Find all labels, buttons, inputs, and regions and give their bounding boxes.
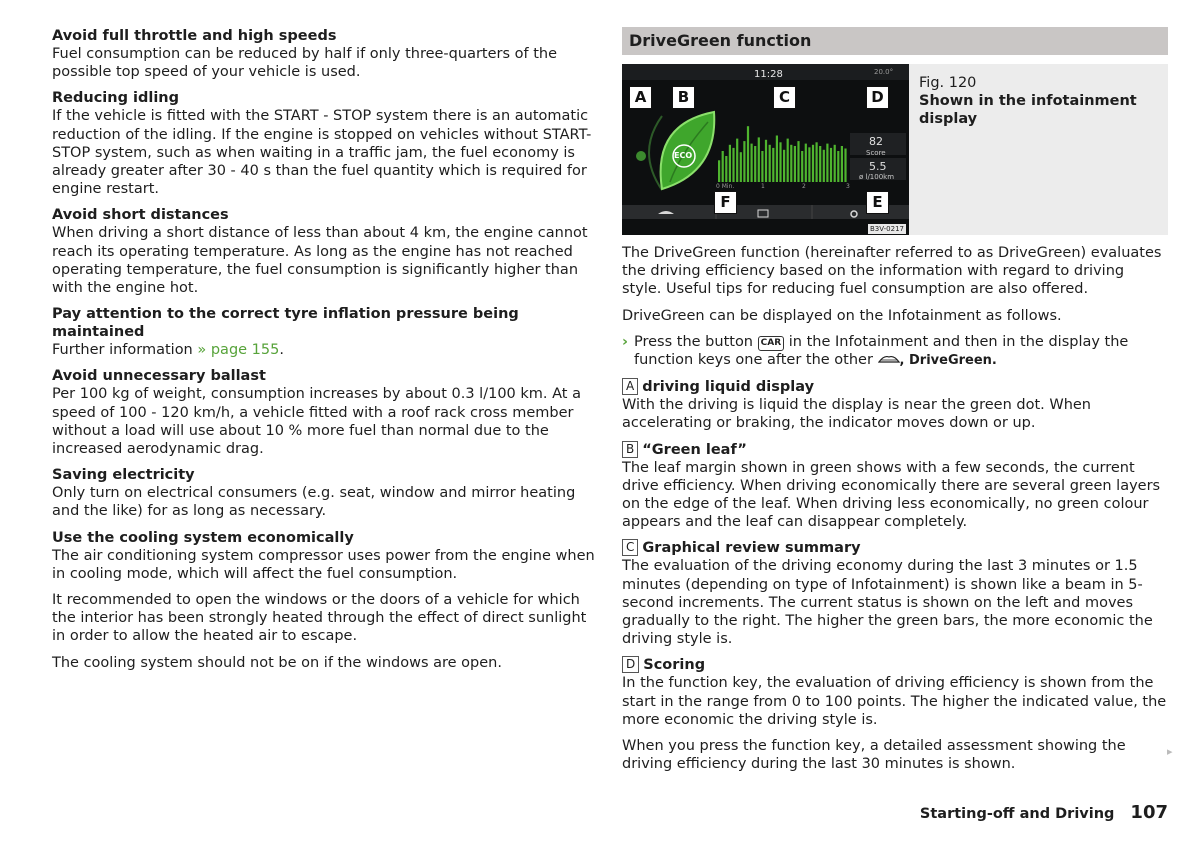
callout-b: B [672, 86, 695, 109]
further-info [52, 341, 600, 359]
review-bar [794, 146, 796, 182]
section-text: When driving a short distance of less than about 4 km, the engine cannot reach its operating temperature. As long as the engine has not reached operating temperature, the fuel consumption is significantly higher than with the engine hot. [52, 225, 588, 297]
review-bar [761, 151, 763, 182]
item-title: Scoring [643, 657, 706, 674]
review-bar [751, 144, 753, 182]
item-label-a: A [622, 378, 638, 395]
review-bar [823, 150, 825, 182]
item-text: When you press the function key, a detailed assessment showing the driving efficiency during the last 30 minutes is shown. [622, 738, 1126, 773]
section-cooling [52, 529, 600, 672]
section-ballast [52, 367, 600, 458]
section-header-drivegreen: DriveGreen function [622, 27, 1168, 55]
figure-120 [622, 64, 1168, 235]
score-label: Score [866, 149, 886, 157]
review-bar [718, 160, 720, 182]
section-title: Avoid unnecessary ballast [52, 368, 266, 385]
car-function-icon [878, 354, 900, 364]
review-bar [747, 126, 749, 182]
page-155-link[interactable]: » page 155 [197, 342, 280, 359]
left-column [52, 27, 600, 680]
page-footer [920, 802, 1168, 823]
step-middle: in the Infotainment and then in the display the function keys one after the other [634, 333, 1129, 369]
item-text: The leaf margin shown in green shows with a few seconds, the current drive efficiency. When driving economically there are several green layers on the edge of the leaf. When driving less economically, no green colour appears and the leaf can disappear completely. [622, 459, 1161, 531]
consumption-label: ø l/100km [859, 173, 895, 181]
axis-label: 0 Min. [716, 183, 735, 190]
review-bar [830, 148, 832, 182]
review-bar [732, 148, 734, 182]
callout-e: E [866, 191, 889, 214]
section-text: Only turn on electrical consumers (e.g. seat, window and mirror heating and the like) for as long as necessary. [52, 485, 576, 520]
further-info-suffix: . [279, 342, 284, 359]
item-label-c: C [622, 539, 638, 556]
callout-f: F [714, 191, 737, 214]
section-title: Saving electricity [52, 467, 195, 484]
section-tyre-pressure [52, 305, 600, 359]
review-bar [740, 152, 742, 182]
review-bar [779, 142, 781, 182]
section-electricity [52, 466, 600, 520]
review-bar [769, 145, 771, 182]
section-idling [52, 89, 600, 198]
section-text: If the vehicle is fitted with the START - STOP system there is an automatic reduction of the idling. If the engine is stopped on vehicles without START-STOP system, such as when waiting in a traffic jam, the fuel economy is already greater after 30 - 40 s than the fuel quantity which is required for engine restart. [52, 108, 592, 198]
review-bar [834, 145, 836, 182]
review-bar [826, 144, 828, 182]
display-note: DriveGreen can be displayed on the Infotainment as follows. [622, 307, 1062, 324]
review-bar [801, 151, 803, 182]
review-bar [812, 145, 814, 182]
step-text [634, 333, 1168, 370]
review-bar [844, 149, 846, 183]
footer-section-title: Starting-off and Driving [919, 806, 1115, 822]
item-text: In the function key, the evaluation of driving efficiency is shown from the start in the range from 0 to 100 points. The higher the indicated value, the more economic the driving style is. [622, 675, 1167, 728]
further-info-prefix: Further information [52, 342, 198, 359]
item-d [622, 656, 1168, 773]
review-bar [808, 147, 810, 182]
car-key-icon: CAR [758, 336, 785, 351]
section-short-distances [52, 206, 600, 297]
section-text: It recommended to open the windows or the doors of a vehicle for which the interior has been strongly heated through the effect of direct sunlight in order to allow the heated air to escape. [52, 592, 587, 645]
score-value: 82 [869, 135, 883, 148]
review-bar [797, 141, 799, 182]
review-bar [758, 137, 760, 182]
review-bar [816, 142, 818, 182]
item-text: The evaluation of the driving economy during the last 3 minutes or 1.5 minutes (depending on type of Infotainment) is shown like a beam in 5-second increments. The current status is shown on the left and moves gradually to the right. The higher the green bars, the more economic the driving style is. [622, 558, 1153, 648]
liquid-indicator-dot [636, 151, 646, 161]
consumption-value: 5.5 [869, 160, 887, 173]
item-title: driving liquid display [642, 379, 815, 396]
item-a [622, 378, 1168, 432]
section-text: Per 100 kg of weight, consumption increases by about 0.3 l/100 km. At a speed of 100 - 120 km/h, a vehicle fitted with a roof rack cross member without a load will use about 10 % more fuel than normal due to the increased aerodynamic drag. [52, 386, 581, 458]
review-bar [725, 156, 727, 182]
item-label-b: B [622, 441, 638, 458]
axis-label: 2 [802, 183, 806, 190]
review-bar [783, 150, 785, 182]
callout-c: C [773, 86, 796, 109]
callout-d: D [866, 86, 889, 109]
section-title: Reducing idling [52, 90, 180, 107]
axis-label: 3 [846, 183, 850, 190]
review-bar [787, 139, 789, 182]
step-drivegreen: , DriveGreen. [899, 353, 997, 369]
figure-description: Shown in the infotainment display [919, 93, 1137, 127]
section-text: The air conditioning system compressor uses power from the engine when in cooling mode, which will affect the fuel consumption. [52, 547, 595, 582]
axis-label: 1 [761, 183, 765, 190]
item-b [622, 441, 1168, 532]
review-bar [722, 151, 724, 182]
eco-label: ECO [674, 151, 693, 160]
review-bar [790, 145, 792, 182]
infotainment-screenshot [622, 64, 909, 235]
figure-number: Fig. 120 [919, 75, 977, 91]
instruction-step [622, 333, 1168, 370]
section-title: Use the cooling system economically [52, 529, 354, 546]
item-label-d: D [622, 656, 639, 673]
review-bar [765, 140, 767, 182]
item-title: “Green leaf” [642, 441, 747, 458]
review-bar [754, 146, 756, 182]
review-bar [805, 144, 807, 182]
intro-paragraph: The DriveGreen function (hereinafter referred to as DriveGreen) evaluates the driving efficiency based on the information with regard to driving style. Useful tips for reducing fuel consumption are also offered. [622, 245, 1162, 298]
review-bar [736, 139, 738, 182]
review-bar [841, 146, 843, 182]
review-bar [743, 141, 745, 182]
callout-a: A [629, 86, 652, 109]
right-column [622, 27, 1168, 773]
screen-temperature: 20.0° [874, 68, 894, 76]
section-title: Avoid short distances [52, 207, 229, 224]
section-text: Fuel consumption can be reduced by half if only three-quarters of the possible top speed of your vehicle is used. [52, 46, 558, 81]
item-title: Graphical review summary [642, 540, 861, 557]
continue-arrow-icon: ▸ [1167, 745, 1173, 758]
item-c [622, 539, 1168, 648]
review-bar [837, 151, 839, 182]
section-full-throttle [52, 27, 600, 81]
image-code: B3V-0217 [870, 225, 904, 233]
section-title: Pay attention to the correct tyre inflation pressure being maintained [52, 306, 519, 341]
page-number: 107 [1130, 802, 1168, 823]
review-bar [776, 136, 778, 183]
step-prefix: Press the button [634, 333, 758, 350]
step-arrow-icon: › [622, 333, 628, 350]
section-title: Avoid full throttle and high speeds [52, 28, 337, 44]
review-bar [819, 146, 821, 182]
screen-time: 11:28 [754, 69, 783, 80]
figure-caption [909, 64, 1168, 235]
review-bar [729, 145, 731, 182]
review-bar [772, 148, 774, 182]
section-text: The cooling system should not be on if the windows are open. [52, 654, 502, 671]
item-text: With the driving is liquid the display is near the green dot. When accelerating or braking, the indicator moves down or up. [622, 397, 1091, 432]
